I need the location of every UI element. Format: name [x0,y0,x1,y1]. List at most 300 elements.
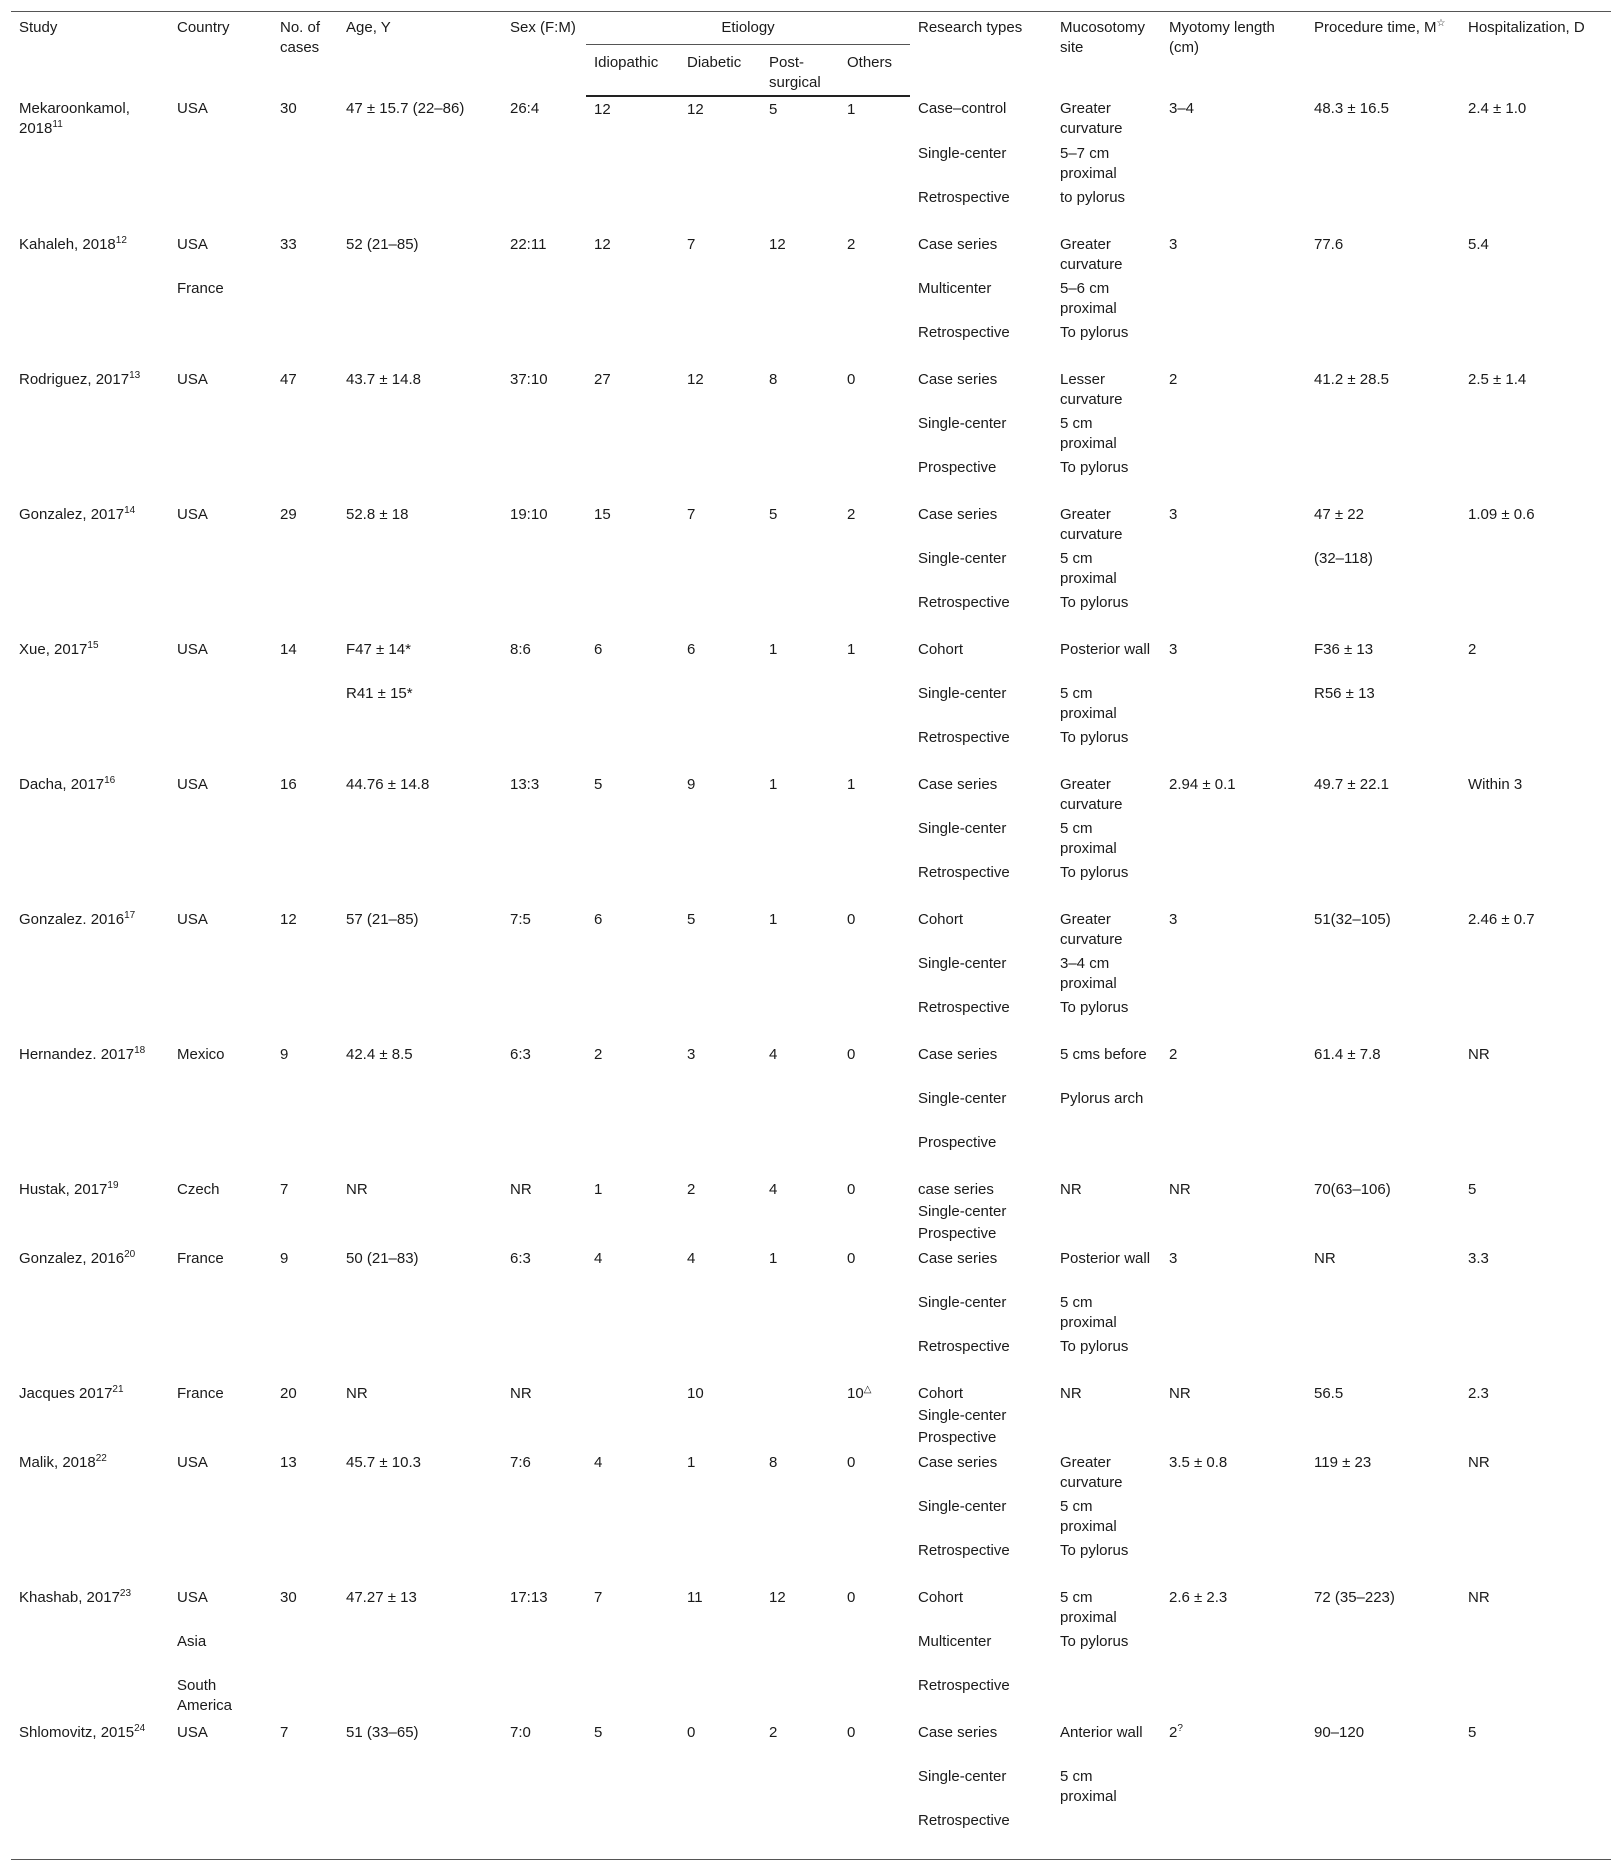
cell-research-type-text: Single-center [918,550,1007,567]
cell-cases [272,863,338,907]
cell-cases [272,1767,338,1811]
cell-myotomy [1161,1811,1306,1860]
cell-diabetic-text: 4 [687,1250,696,1267]
cell-sex [502,1676,586,1720]
cell-cases [272,1497,338,1541]
cell-sex [502,1381,586,1406]
cell-diabetic [679,144,761,188]
cell-study [11,458,169,502]
cell-idiopathic [586,1133,679,1177]
cell-age [338,549,502,593]
cell-research-type-text: Case series [918,506,998,523]
cell-mucosotomy [1052,998,1161,1042]
cell-cases [272,1089,338,1133]
cell-hospitalization [1460,728,1611,772]
cell-sex [502,863,586,907]
cell-sex-text: 6:3 [510,1046,531,1063]
cell-procedure-time [1306,367,1460,414]
table-row [11,1042,1611,1089]
cell-mucosotomy [1052,1293,1161,1337]
cell-study [11,637,169,684]
cell-research-type [910,1042,1052,1089]
cell-procedure-time-text: 51(32–105) [1314,911,1391,928]
cell-sex [502,1632,586,1676]
cell-cases [272,954,338,998]
cell-postsurgical-text: 8 [769,371,778,388]
cell-sex [502,502,586,549]
cell-diabetic-text: 2 [687,1181,696,1198]
cell-others [839,819,910,863]
cell-country [169,1246,272,1293]
cell-cases [272,1541,338,1585]
cell-diabetic [679,1246,761,1293]
table-row [11,367,1611,414]
cell-idiopathic [586,728,679,772]
cell-age [338,96,502,144]
cell-study [11,1632,169,1676]
cell-others-text: 2 [847,506,856,523]
cell-mucosotomy [1052,1246,1161,1293]
cell-procedure-time-text: NR [1314,1250,1336,1267]
cell-research-type [910,323,1052,367]
cell-age [338,1337,502,1381]
cell-country-text: USA [177,506,208,523]
cell-procedure-time-text: 41.2 ± 28.5 [1314,371,1389,388]
cell-sex [502,1042,586,1089]
cell-study [11,954,169,998]
cell-research-type [910,1676,1052,1720]
cell-diabetic [679,1428,761,1450]
cell-cases [272,907,338,954]
table-container [11,11,1611,1860]
cell-procedure-time [1306,1337,1460,1381]
cell-country [169,1042,272,1089]
cell-postsurgical-text: 1 [769,911,778,928]
cell-myotomy [1161,1177,1306,1202]
header-postsurgical: Post-surgical [761,45,839,97]
cell-cases-text: 29 [280,506,297,523]
cell-hospitalization-text: NR [1468,1454,1490,1471]
cell-postsurgical [761,954,839,998]
cell-postsurgical [761,1676,839,1720]
table-row [11,1676,1611,1720]
cell-postsurgical-text: 12 [769,236,786,253]
cell-country-text: USA [177,371,208,388]
cell-diabetic [679,96,761,144]
cell-research-type [910,819,1052,863]
cell-idiopathic [586,458,679,502]
cell-procedure-time [1306,1224,1460,1246]
table-row [11,593,1611,637]
table-row [11,1450,1611,1497]
cell-procedure-time [1306,96,1460,144]
cell-sex [502,1406,586,1428]
cell-study [11,232,169,279]
cell-idiopathic-text: 1 [594,1181,603,1198]
cell-hospitalization [1460,1246,1611,1293]
cell-myotomy [1161,1585,1306,1632]
cell-age-text: 47 ± 15.7 (22–86) [346,100,465,117]
cell-procedure-time [1306,954,1460,998]
cell-postsurgical [761,728,839,772]
cell-cases [272,323,338,367]
cell-study [11,1541,169,1585]
cell-idiopathic [586,549,679,593]
cell-mucosotomy [1052,954,1161,998]
cell-idiopathic [586,1632,679,1676]
header-myotomy-length: Myotomy length (cm) [1161,12,1306,97]
cell-sex [502,1089,586,1133]
cell-hospitalization-text: 2.4 ± 1.0 [1468,100,1527,117]
cell-research-type-text: Single-center [918,1090,1007,1107]
cell-hospitalization [1460,458,1611,502]
cell-myotomy [1161,1246,1306,1293]
cell-idiopathic [586,998,679,1042]
cell-research-type [910,144,1052,188]
cell-myotomy [1161,1224,1306,1246]
cell-country [169,549,272,593]
cell-postsurgical [761,907,839,954]
cell-mucosotomy [1052,323,1161,367]
cell-others [839,998,910,1042]
cell-research-type [910,954,1052,998]
cell-study [11,772,169,819]
cell-research-type-text: Retrospective [918,1677,1010,1694]
cell-cases-text: 9 [280,1250,289,1267]
cell-research-type-text: Cohort [918,1385,964,1402]
cell-idiopathic [586,1381,679,1406]
cell-research-type-text: Single-center [918,1203,1007,1220]
cell-age [338,1632,502,1676]
triangle-mark: △ [863,1384,872,1395]
cell-myotomy-text: NR [1169,1385,1191,1402]
cell-country [169,772,272,819]
cell-research-type-text: Single-center [918,415,1007,432]
cell-myotomy [1161,1133,1306,1177]
cell-mucosotomy [1052,1585,1161,1632]
cell-procedure-time-text: (32–118) [1314,550,1373,567]
cell-cases [272,1337,338,1381]
cell-country [169,1632,272,1676]
cell-mucosotomy [1052,1381,1161,1406]
cell-hospitalization [1460,1428,1611,1450]
cell-research-type [910,1428,1052,1450]
cell-study [11,323,169,367]
cell-cases-text: 12 [280,911,297,928]
cell-postsurgical [761,1293,839,1337]
cell-postsurgical [761,232,839,279]
cell-myotomy-text: 2.94 ± 0.1 [1169,776,1236,793]
cell-sex [502,907,586,954]
cell-cases [272,637,338,684]
cell-sex [502,593,586,637]
cell-postsurgical-text: 5 [769,506,778,523]
reference-mark: 20 [124,1249,136,1260]
cell-study-text: Gonzalez, 2017 [19,506,125,523]
cell-sex-text: 26:4 [510,100,540,117]
cell-others [839,863,910,907]
cell-others [839,458,910,502]
cell-postsurgical [761,458,839,502]
cell-research-type-text: Single-center [918,685,1007,702]
cell-procedure-time [1306,1177,1460,1202]
reference-mark: 23 [119,1588,132,1599]
cell-mucosotomy [1052,684,1161,728]
cell-research-type-text: case series [918,1181,994,1198]
cell-study [11,593,169,637]
cell-myotomy [1161,1337,1306,1381]
cell-research-type-text: Retrospective [918,594,1010,611]
cell-cases [272,1811,338,1860]
cell-hospitalization-text: 5.4 [1468,236,1489,253]
cell-myotomy [1161,1428,1306,1450]
cell-study [11,1450,169,1497]
cell-mucosotomy-text: 5–7 cm proximal [1060,145,1117,182]
cell-age [338,1676,502,1720]
table-row [11,1811,1611,1860]
cell-myotomy [1161,684,1306,728]
cell-idiopathic-text: 4 [594,1454,603,1471]
cell-postsurgical [761,998,839,1042]
cell-age [338,414,502,458]
header-procedure-time [1306,12,1460,97]
cell-mucosotomy [1052,1720,1161,1767]
cell-idiopathic-text: 7 [594,1589,603,1606]
cell-mucosotomy [1052,637,1161,684]
cell-procedure-time [1306,863,1460,907]
cell-sex [502,1450,586,1497]
cell-age [338,1133,502,1177]
cell-mucosotomy [1052,1177,1161,1202]
cell-diabetic [679,367,761,414]
cell-sex-text: 13:3 [510,776,540,793]
cell-cases [272,772,338,819]
cell-diabetic [679,279,761,323]
cell-cases-text: 20 [280,1385,297,1402]
cell-country [169,1428,272,1450]
cell-hospitalization [1460,323,1611,367]
cell-diabetic [679,1381,761,1406]
cell-cases [272,1177,338,1202]
cell-country [169,1406,272,1428]
cell-cases [272,502,338,549]
cell-age [338,772,502,819]
cell-hospitalization-text: 5 [1468,1181,1477,1198]
cell-idiopathic [586,1246,679,1293]
cell-study-text: Dacha, 2017 [19,776,105,793]
cell-country-text: USA [177,641,208,658]
cell-country [169,458,272,502]
cell-myotomy [1161,188,1306,232]
cell-procedure-time [1306,907,1460,954]
cell-procedure-time [1306,819,1460,863]
cell-cases [272,188,338,232]
cell-research-type [910,549,1052,593]
cell-study [11,188,169,232]
reference-mark: 15 [87,640,99,651]
cell-postsurgical [761,637,839,684]
cell-study [11,863,169,907]
cell-procedure-time [1306,998,1460,1042]
cell-country [169,1202,272,1224]
cell-age [338,458,502,502]
cell-age [338,728,502,772]
cell-diabetic-text: 1 [687,1454,696,1471]
study-characteristics-table [11,11,1611,1860]
cell-others [839,1293,910,1337]
cell-study [11,1177,169,1202]
cell-mucosotomy [1052,728,1161,772]
cell-hospitalization [1460,1632,1611,1676]
cell-sex [502,1811,586,1860]
cell-age [338,1406,502,1428]
table-row [11,1406,1611,1428]
cell-mucosotomy [1052,1632,1161,1676]
cell-cases [272,144,338,188]
cell-hospitalization [1460,1497,1611,1541]
cell-idiopathic-text: 15 [594,506,611,523]
cell-age [338,1177,502,1202]
cell-mucosotomy [1052,1337,1161,1381]
cell-research-type [910,1632,1052,1676]
cell-others-text: 0 [847,1046,856,1063]
cell-sex-text: NR [510,1385,532,1402]
cell-myotomy-text: NR [1169,1181,1191,1198]
cell-idiopathic [586,1450,679,1497]
cell-postsurgical [761,1337,839,1381]
cell-myotomy [1161,1676,1306,1720]
cell-study-text: Jacques 2017 [19,1385,113,1402]
cell-country [169,1541,272,1585]
cell-age-text: R41 ± 15* [346,685,413,702]
cell-procedure-time [1306,1381,1460,1406]
cell-myotomy [1161,1632,1306,1676]
cell-study [11,502,169,549]
cell-diabetic [679,684,761,728]
cell-country-text: Czech [177,1181,220,1198]
cell-hospitalization [1460,907,1611,954]
cell-diabetic [679,593,761,637]
cell-age-text: 45.7 ± 10.3 [346,1454,421,1471]
cell-others [839,1541,910,1585]
cell-procedure-time [1306,1406,1460,1428]
cell-research-type [910,279,1052,323]
cell-postsurgical [761,144,839,188]
cell-research-type [910,1811,1052,1860]
cell-procedure-time [1306,1089,1460,1133]
cell-others-text: 1 [847,641,856,658]
cell-cases-text: 33 [280,236,297,253]
cell-idiopathic [586,502,679,549]
cell-mucosotomy-text: 5 cm proximal [1060,1294,1117,1331]
cell-mucosotomy-text: Greater curvature [1060,236,1123,273]
cell-others-text: 0 [847,1724,856,1741]
cell-study [11,279,169,323]
cell-others [839,1202,910,1224]
cell-postsurgical [761,1585,839,1632]
cell-postsurgical [761,414,839,458]
cell-procedure-time [1306,1042,1460,1089]
cell-age [338,593,502,637]
cell-procedure-time [1306,1811,1460,1860]
cell-others [839,1720,910,1767]
cell-myotomy [1161,907,1306,954]
cell-procedure-time [1306,1293,1460,1337]
cell-mucosotomy-text: Greater curvature [1060,776,1123,813]
cell-research-type [910,1177,1052,1202]
cell-research-type [910,367,1052,414]
cell-hospitalization-text: 2 [1468,641,1477,658]
cell-diabetic [679,1450,761,1497]
cell-age [338,1042,502,1089]
table-row [11,728,1611,772]
cell-diabetic [679,907,761,954]
cell-mucosotomy-text: Anterior wall [1060,1724,1143,1741]
table-row [11,323,1611,367]
cell-procedure-time [1306,414,1460,458]
cell-country-text: USA [177,911,208,928]
cell-idiopathic [586,188,679,232]
cell-others [839,907,910,954]
cell-research-type-text: Single-center [918,955,1007,972]
header-procedure-time-label: Procedure time, M [1314,19,1437,36]
cell-procedure-time-text: 61.4 ± 7.8 [1314,1046,1381,1063]
cell-mucosotomy-text: Pylorus arch [1060,1090,1144,1107]
reference-mark: 24 [134,1723,146,1734]
cell-diabetic-text: 11 [687,1589,703,1606]
cell-hospitalization [1460,684,1611,728]
cell-diabetic [679,728,761,772]
cell-diabetic [679,323,761,367]
table-row [11,1177,1611,1202]
cell-diabetic [679,458,761,502]
table-row [11,1632,1611,1676]
cell-postsurgical [761,1428,839,1450]
cell-mucosotomy [1052,1089,1161,1133]
cell-mucosotomy [1052,1202,1161,1224]
cell-myotomy [1161,96,1306,144]
cell-sex-text: 7:5 [510,911,531,928]
cell-myotomy [1161,414,1306,458]
table-row [11,1337,1611,1381]
cell-hospitalization [1460,1767,1611,1811]
cell-others [839,144,910,188]
table-row [11,863,1611,907]
cell-myotomy-text: 2 [1169,371,1178,388]
cell-sex [502,188,586,232]
cell-hospitalization [1460,1089,1611,1133]
cell-hospitalization [1460,1177,1611,1202]
cell-postsurgical [761,549,839,593]
cell-research-type-text: Cohort [918,641,964,658]
cell-research-type-text: Case series [918,776,998,793]
cell-diabetic [679,188,761,232]
cell-cases [272,593,338,637]
table-row [11,232,1611,279]
cell-hospitalization [1460,144,1611,188]
cell-study-text: Gonzalez. 2016 [19,911,125,928]
cell-idiopathic-text: 6 [594,911,603,928]
cell-age [338,232,502,279]
cell-others-text: 0 [847,1250,856,1267]
cell-diabetic-text: 0 [687,1724,696,1741]
cell-postsurgical [761,1042,839,1089]
cell-idiopathic [586,323,679,367]
cell-postsurgical [761,1089,839,1133]
cell-diabetic [679,1676,761,1720]
cell-country-text: Mexico [177,1046,225,1063]
cell-country [169,1381,272,1406]
